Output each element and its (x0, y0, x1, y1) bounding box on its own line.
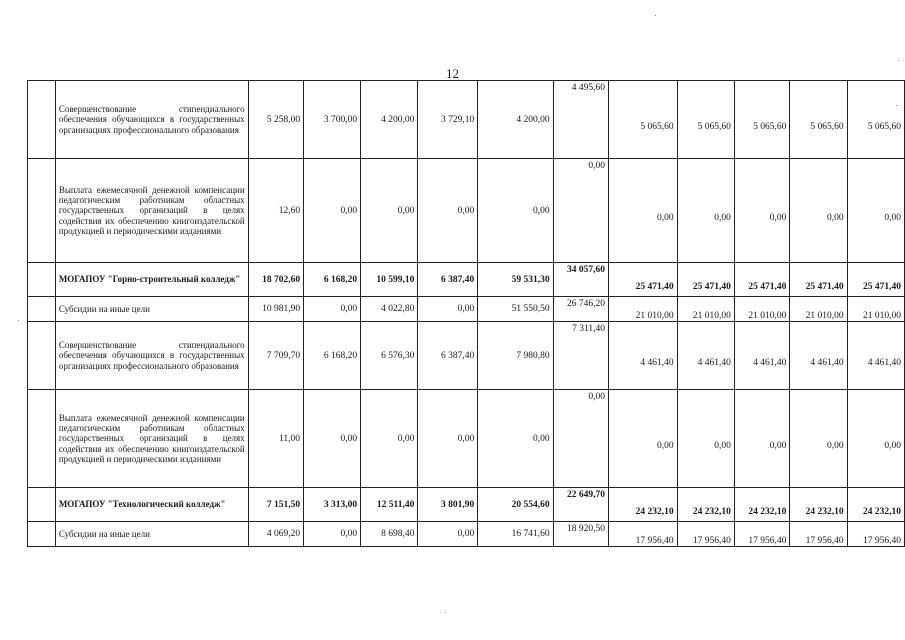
value-cell: 0,00 (608, 390, 677, 488)
value-cell: 3 313,00 (304, 488, 361, 522)
value-cell: 21 010,00 (608, 297, 677, 322)
index-cell (28, 488, 56, 522)
value-cell: 17 956,40 (734, 522, 789, 547)
value-cell: 24 232,10 (790, 488, 847, 522)
index-cell (28, 390, 56, 488)
value-cell: 3 801,90 (418, 488, 478, 522)
budget-table (27, 80, 905, 547)
value-cell: 5 065,60 (790, 81, 847, 159)
value-cell: 0,00 (847, 159, 904, 263)
value-cell: 4 200,00 (478, 81, 553, 159)
value-cell: 18 702,60 (248, 263, 303, 297)
value-cell: 17 956,40 (790, 522, 847, 547)
value-cell: 12 511,40 (361, 488, 418, 522)
value-cell: 0,00 (734, 390, 789, 488)
value-cell: 10 981,90 (248, 297, 303, 322)
table-row (28, 522, 905, 547)
value-cell: 16 741,60 (478, 522, 553, 547)
value-cell: 4 461,40 (847, 322, 904, 390)
value-cell: 0,00 (553, 390, 608, 488)
value-cell: 6 387,40 (418, 322, 478, 390)
value-cell: 4 495,60 (553, 81, 608, 159)
value-cell: 34 057,60 (553, 263, 608, 297)
value-cell: 10 599,10 (361, 263, 418, 297)
value-cell: 0,00 (361, 159, 418, 263)
value-cell: 6 387,40 (418, 263, 478, 297)
expense-name: Выплата ежемесячной денежной компенсации педагогическим работникам областных государственных организаций в целях содействия их обеспечению книгоиздательской продукцией и периодическими изданиями (55, 390, 248, 488)
value-cell: 4 461,40 (677, 322, 734, 390)
value-cell: 7 311,40 (553, 322, 608, 390)
value-cell: 0,00 (418, 159, 478, 263)
value-cell: 5 065,60 (608, 81, 677, 159)
table-row (28, 159, 905, 263)
index-cell (28, 263, 56, 297)
value-cell: 0,00 (790, 159, 847, 263)
value-cell: 6 168,20 (304, 322, 361, 390)
index-cell (28, 297, 56, 322)
value-cell: 17 956,40 (847, 522, 904, 547)
value-cell: 3 729,10 (418, 81, 478, 159)
value-cell: 22 649,70 (553, 488, 608, 522)
value-cell: 25 471,40 (608, 263, 677, 297)
value-cell: 0,00 (478, 159, 553, 263)
value-cell: 0,00 (304, 390, 361, 488)
value-cell: 6 168,20 (304, 263, 361, 297)
value-cell: 0,00 (418, 390, 478, 488)
value-cell: 4 200,00 (361, 81, 418, 159)
value-cell: 11,00 (248, 390, 303, 488)
page-number: 12 (446, 66, 459, 81)
value-cell: 0,00 (304, 297, 361, 322)
value-cell: 5 065,60 (677, 81, 734, 159)
value-cell: 0,00 (304, 159, 361, 263)
table-row (28, 81, 905, 159)
org-row (28, 263, 905, 297)
value-cell: 0,00 (418, 297, 478, 322)
expense-name: Совершенствование стипендиального обеспечения обучающихся в государственных организациях профессионального образования (55, 322, 248, 390)
value-cell: 4 461,40 (734, 322, 789, 390)
value-cell: 0,00 (553, 159, 608, 263)
value-cell: 0,00 (478, 390, 553, 488)
value-cell: 21 010,00 (734, 297, 789, 322)
value-cell: 0,00 (734, 159, 789, 263)
value-cell: 25 471,40 (734, 263, 789, 297)
value-cell: 4 461,40 (790, 322, 847, 390)
value-cell: 24 232,10 (847, 488, 904, 522)
value-cell: 18 920,50 (553, 522, 608, 547)
value-cell: 12,60 (248, 159, 303, 263)
value-cell: 17 956,40 (608, 522, 677, 547)
table-row (28, 322, 905, 390)
value-cell: 20 554,60 (478, 488, 553, 522)
value-cell: 25 471,40 (677, 263, 734, 297)
value-cell: 59 531,30 (478, 263, 553, 297)
value-cell: 7 980,80 (478, 322, 553, 390)
expense-name: Субсидии на иные цели (55, 522, 248, 547)
value-cell: 4 461,40 (608, 322, 677, 390)
value-cell: 26 746,20 (553, 297, 608, 322)
value-cell: 7 151,50 (248, 488, 303, 522)
expense-name: Выплата ежемесячной денежной компенсации педагогическим работникам областных государственных организаций в целях содействия их обеспечению книгоиздательской продукцией и периодическими изданиями (55, 159, 248, 263)
expense-name: Совершенствование стипендиального обеспечения обучающихся в государственных организациях профессионального образования (55, 81, 248, 159)
org-row (28, 488, 905, 522)
index-cell (28, 159, 56, 263)
value-cell: 21 010,00 (677, 297, 734, 322)
organization-name: МОГАПОУ "Горно-строительный колледж" (55, 263, 248, 297)
value-cell: 21 010,00 (847, 297, 904, 322)
value-cell: 21 010,00 (790, 297, 847, 322)
value-cell: 6 576,30 (361, 322, 418, 390)
value-cell: 25 471,40 (847, 263, 904, 297)
table-row (28, 390, 905, 488)
value-cell: 24 232,10 (677, 488, 734, 522)
index-cell (28, 322, 56, 390)
value-cell: 0,00 (304, 522, 361, 547)
value-cell: 5 065,60 (734, 81, 789, 159)
organization-name: МОГАПОУ "Технологический колледж" (55, 488, 248, 522)
value-cell: 8 698,40 (361, 522, 418, 547)
value-cell: 7 709,70 (248, 322, 303, 390)
value-cell: 0,00 (677, 159, 734, 263)
value-cell: 0,00 (847, 390, 904, 488)
index-cell (28, 81, 56, 159)
value-cell: 4 022,80 (361, 297, 418, 322)
value-cell: 3 700,00 (304, 81, 361, 159)
table-row (28, 297, 905, 322)
expense-name: Субсидии на иные цели (55, 297, 248, 322)
value-cell: 5 065,60 (847, 81, 904, 159)
value-cell: 17 956,40 (677, 522, 734, 547)
value-cell: 25 471,40 (790, 263, 847, 297)
value-cell: 24 232,10 (608, 488, 677, 522)
value-cell: 51 550,50 (478, 297, 553, 322)
value-cell: 0,00 (361, 390, 418, 488)
value-cell: 0,00 (418, 522, 478, 547)
value-cell: 4 069,20 (248, 522, 303, 547)
value-cell: 0,00 (677, 390, 734, 488)
value-cell: 5 258,00 (248, 81, 303, 159)
value-cell: 0,00 (608, 159, 677, 263)
value-cell: 0,00 (790, 390, 847, 488)
value-cell: 24 232,10 (734, 488, 789, 522)
index-cell (28, 522, 56, 547)
